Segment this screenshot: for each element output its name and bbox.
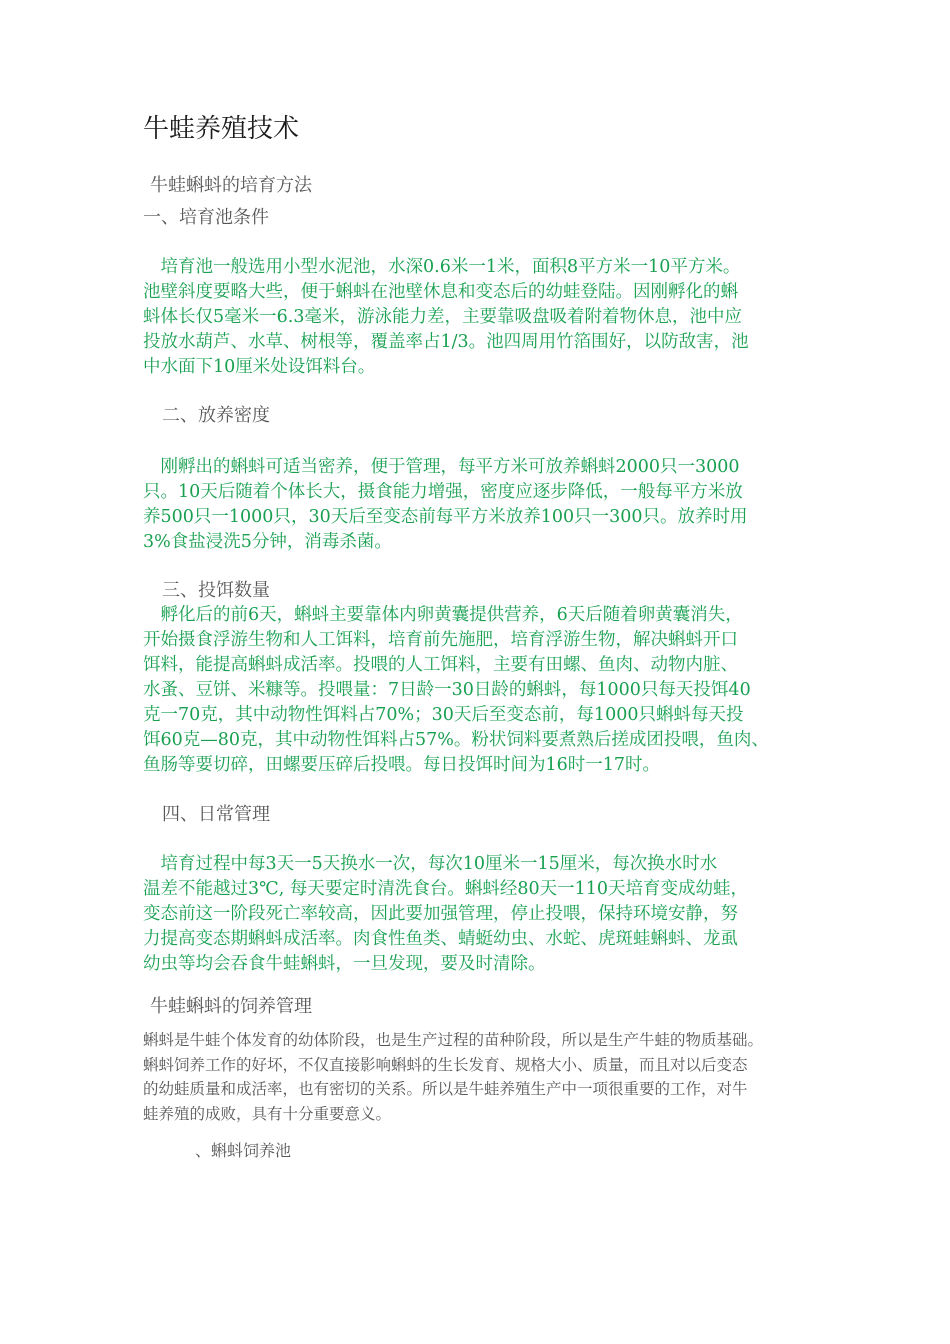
text-line: 幼虫等均会吞食牛蛙蝌蚪，一旦发现，要及时清除。 [143,954,546,974]
text-line: 池壁斜度要略大些，便于蝌蚪在池壁休息和变态后的幼蛙登陆。因刚孵化的蝌 [143,282,738,302]
heading-daily-management: 四、日常管理 [162,804,270,825]
text-line: 饵料，能提高蝌蚪成活率。投喂的人工饵料，主要有田螺、鱼肉、动物内脏、 [143,655,738,675]
text-line: 变态前这一阶段死亡率较高，因此要加强管理，停止投喂，保持环境安静，努 [143,904,738,924]
text-line: 开始摄食浮游生物和人工饵料，培育前先施肥，培育浮游生物，解决蝌蚪开口 [143,630,738,650]
text-line: 蝌蚪是牛蛙个体发育的幼体阶段，也是生产过程的苗种阶段，所以是生产牛蛙的物质基础。 [143,1031,764,1049]
paragraph-feeding-amount [143,603,823,778]
text-line: 力提高变态期蝌蚪成活率。肉食性鱼类、蜻蜓幼虫、水蛇、虎斑蛙蝌蚪、龙虱 [143,929,738,949]
heading-pool-conditions: 一、培育池条件 [143,207,269,228]
text-line: 投放水葫芦、水草、树根等，覆盖率占1/3。池四周用竹箔围好，以防敌害，池 [143,332,749,352]
section-title-rearing: 牛蛙蝌蚪的饲养管理 [150,996,312,1017]
heading-feeding-amount: 三、投饵数量 [162,580,270,601]
text-line: 培育过程中每3天一5天换水一次，每次10厘米一15厘米，每次换水时水 [143,854,718,874]
paragraph-pool-conditions [143,255,823,380]
heading-stocking-density: 二、放养密度 [162,405,270,426]
heading-tadpole-pool: 、蝌蚪饲养池 [195,1141,292,1160]
text-line: 蚪体长仅5毫米一6.3毫米，游泳能力差，主要靠吸盘吸着附着物休息，池中应 [143,307,742,327]
text-line: 饵60克—80克，其中动物性饵料占57%。粉状饲料要煮熟后搓成团投喂，鱼肉、 [143,730,769,750]
text-line: 克一70克，其中动物性饵料占70%；30天后至变态前，每1000只蝌蚪每天投 [143,705,744,725]
text-line: 蝌蚪饲养工作的好坏，不仅直接影响蝌蚪的生长发育、规格大小、质量，而且对以后变态 [143,1055,748,1074]
paragraph-daily-management [143,852,823,977]
text-line: 3%食盐浸洗5分钟，消毒杀菌。 [143,532,392,552]
text-line: 蛙养殖的成败，具有十分重要意义。 [143,1104,392,1123]
paragraph-stocking-density [143,455,823,555]
text-line: 温差不能越过3℃, 每天要定时清洗食台。蝌蚪经80天一110天培育变成幼蛙， [143,879,749,899]
text-line: 只。10天后随着个体长大，摄食能力增强，密度应逐步降低，一般每平方米放 [143,482,743,502]
text-line: 水蚤、豆饼、米糠等。投喂量：7日龄一30日龄的蝌蚪，每1000只每天投饵40 [143,680,751,700]
text-line: 养500只一1000只，30天后至变态前每平方米放养100只一300只。放养时用 [143,507,748,527]
text-line: 培育池一般选用小型水泥池，水深0.6米一1米，面积8平方米一10平方米。 [143,257,741,277]
document-title: 牛蛙养殖技术 [143,114,300,144]
text-line: 的幼蛙质量和成活率，也有密切的关系。所以是牛蛙养殖生产中一项很重要的工作，对牛 [143,1080,748,1098]
paragraph-rearing-intro [143,1028,833,1126]
text-line: 鱼肠等要切碎，田螺要压碎后投喂。每日投饵时间为16时一17时。 [143,755,661,775]
text-line: 刚孵出的蝌蚪可适当密养，便于管理，每平方米可放养蝌蚪2000只一3000 [143,457,740,477]
text-line: 孵化后的前6天，蝌蚪主要靠体内卵黄囊提供营养，6天后随着卵黄囊消失， [143,605,743,625]
text-line: 中水面下10厘米处设饵料台。 [143,357,376,377]
section-title-cultivation: 牛蛙蝌蚪的培育方法 [150,175,312,196]
